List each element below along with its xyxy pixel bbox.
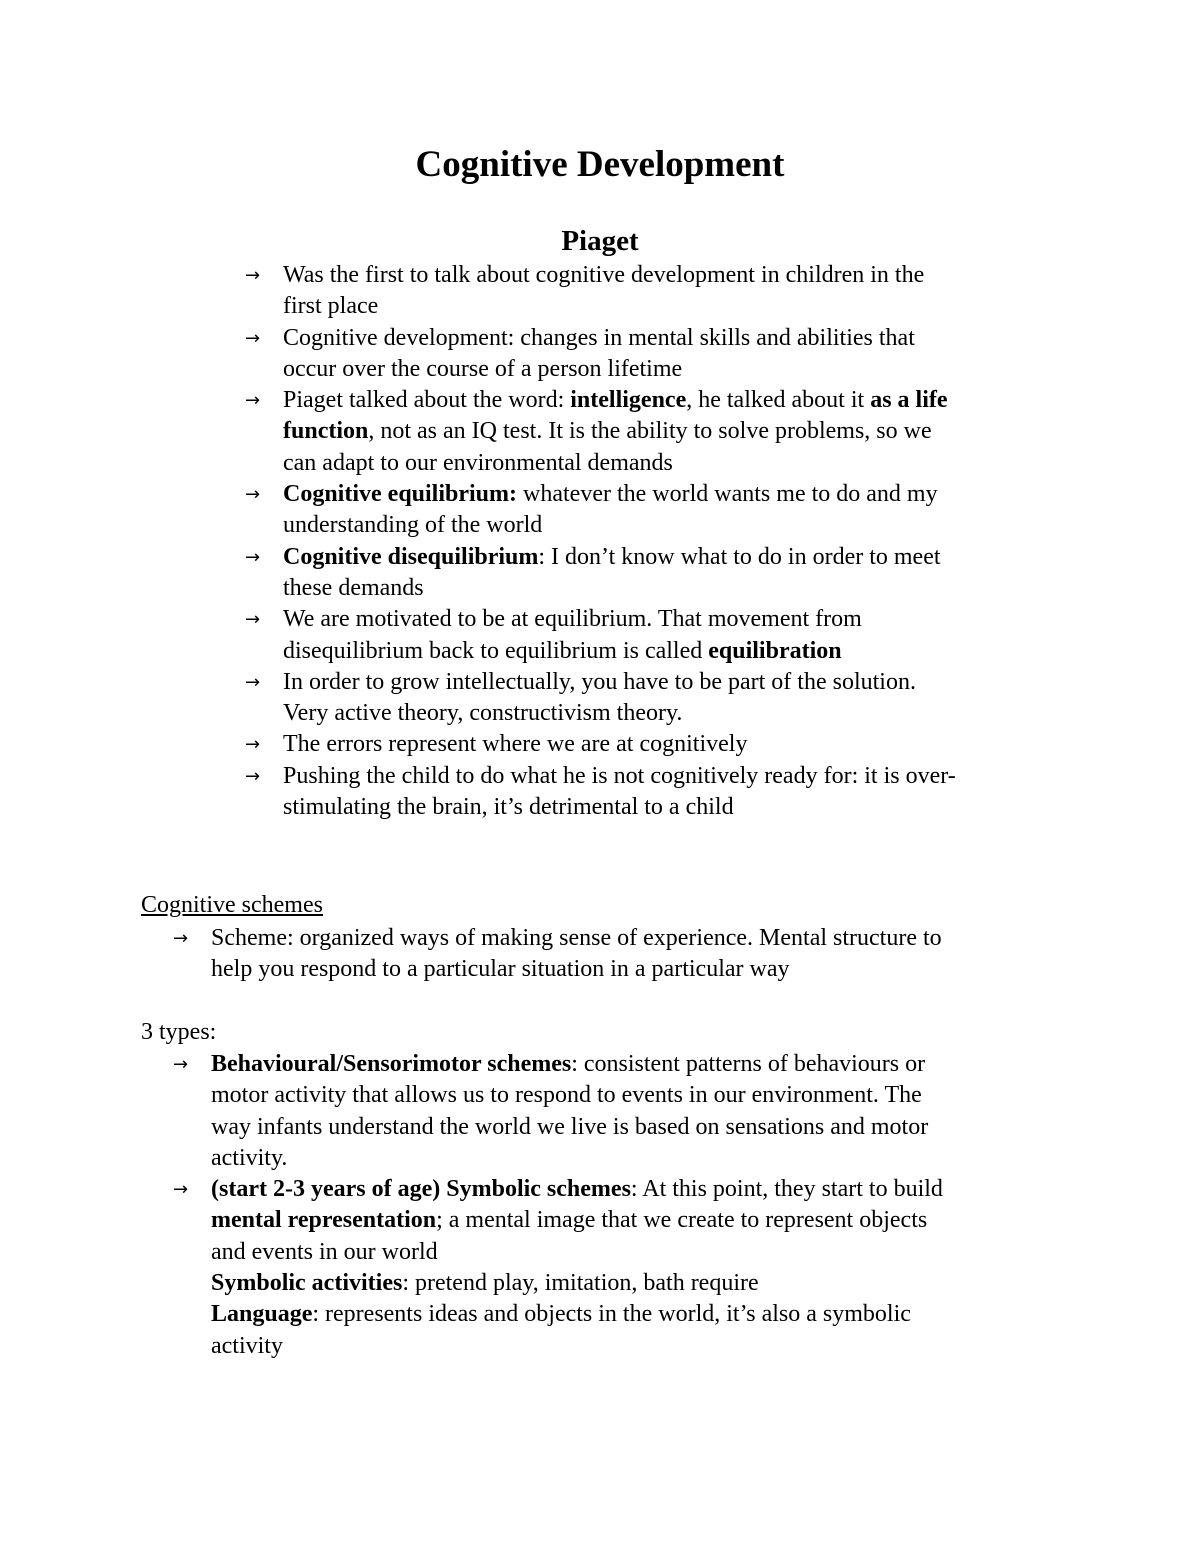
list-item: → In order to grow intellectually, you have to be part of the solution. Very active theory, constructivism theory.: [245, 668, 916, 727]
arrow-icon: →: [245, 546, 261, 568]
arrow-icon: →: [173, 1179, 189, 1201]
list-item: → Pushing the child to do what he is not cognitively ready for: it is over- stimulating the brain, it’s detrimental to a child: [245, 762, 956, 821]
list-item: → Cognitive equilibrium: whatever the world wants me to do and my understanding of the world: [245, 481, 938, 539]
list-item: → The errors represent where we are at cognitively: [283, 729, 1083, 760]
types-heading: 3 types:: [141, 1019, 217, 1045]
arrow-icon: →: [245, 671, 261, 693]
arrow-icon: →: [245, 265, 261, 286]
section-heading-piaget: Piaget: [561, 225, 639, 257]
piaget-bullet-list: [245, 260, 1083, 823]
cognitive-schemes-heading: Cognitive schemes: [141, 892, 323, 918]
arrow-icon: →: [245, 327, 261, 349]
arrow-icon: →: [173, 928, 189, 949]
list-item: → We are motivated to be at equilibrium. That movement from disequilibrium back to equilibrium is called equilibration: [245, 606, 862, 664]
arrow-icon: →: [245, 484, 261, 506]
list-item: → Cognitive disequilibrium: I don’t know what to do in order to meet these demands: [245, 543, 941, 601]
list-item: → Behavioural/Sensorimotor schemes: consistent patterns of behaviours or motor activity that allows us to respond to events in our environment. The way infants understand the world we live is based on sensations and motor activity.: [173, 1051, 929, 1171]
list-item: → Piaget talked about the word: intelligence, he talked about it as a life function, not as an IQ test. It is the ability to solve problems, so we can adapt to our environmental demands: [245, 387, 948, 476]
list-item: → Scheme: organized ways of making sense of experience. Mental structure to help you respond to a particular situation in a particular way: [173, 925, 942, 983]
arrow-icon: →: [245, 734, 261, 756]
types-bullet-list: [173, 1049, 1091, 1362]
list-item: → (start 2-3 years of age) Symbolic schemes: At this point, they start to build mental representation; a mental image that we create to represent objects and events in our world Symbolic activities: pretend play, imitation, bath require Language: represents ideas and objects in the world, it’s also a symbolic activity: [173, 1176, 943, 1359]
arrow-icon: →: [173, 1054, 189, 1075]
schemes-bullet-list: [173, 923, 1091, 986]
document-title: Cognitive Development: [415, 144, 785, 185]
list-item: → Was the first to talk about cognitive development in children in the first place: [245, 262, 925, 320]
list-item: → Cognitive development: changes in mental skills and abilities that occur over the course of a person lifetime: [245, 324, 915, 382]
arrow-icon: →: [245, 390, 261, 412]
arrow-icon: →: [245, 609, 261, 631]
arrow-icon: →: [245, 765, 261, 787]
